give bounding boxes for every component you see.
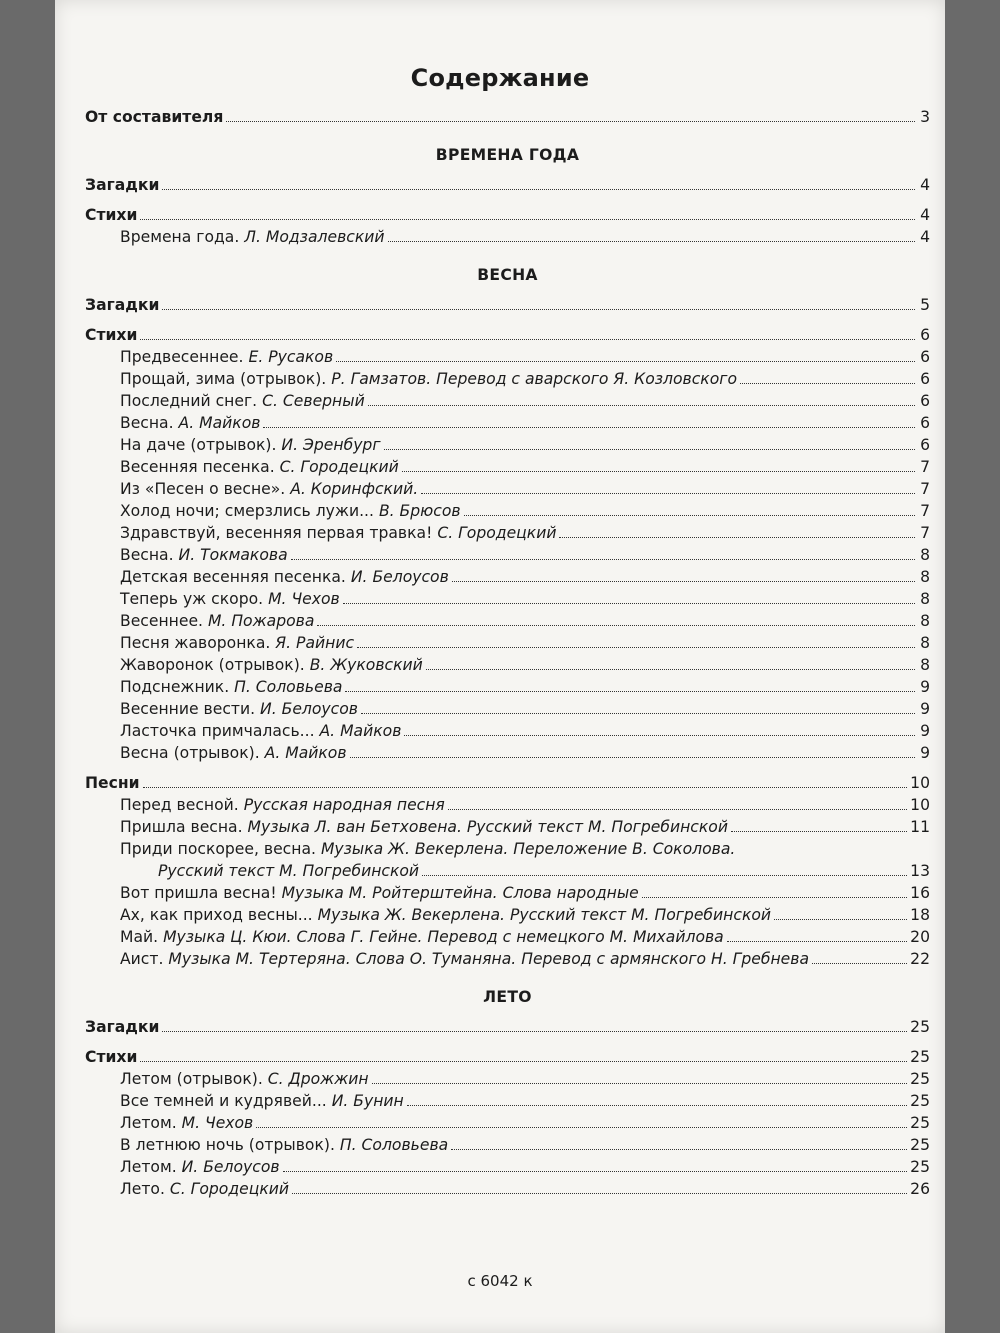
toc-page-number: 8: [920, 656, 930, 674]
toc-entry-author: А. Майков: [178, 414, 261, 432]
dot-leader: [162, 189, 915, 190]
toc-entry: [85, 1090, 930, 1112]
toc-entry-text: [120, 226, 385, 248]
toc-page-number: 7: [920, 458, 930, 476]
toc-entry: [85, 226, 930, 248]
dot-leader: [426, 669, 915, 670]
toc-entry-author: М. Пожарова: [207, 612, 315, 630]
toc-entry-title: Пришла весна.: [120, 818, 243, 836]
toc-page-number: 25: [910, 1048, 930, 1066]
dot-leader: [451, 1149, 907, 1150]
toc-entry-author: И. Белоусов: [260, 700, 358, 718]
toc-group-entry: [85, 174, 930, 196]
toc-entry-title: Весенняя песенка.: [120, 458, 275, 476]
dot-leader: [226, 121, 915, 122]
toc-entry: [85, 1134, 930, 1156]
toc-page-number: 8: [920, 612, 930, 630]
toc-entry: [85, 838, 930, 860]
toc-page-number: 25: [910, 1114, 930, 1132]
dot-leader: [642, 897, 907, 898]
toc-entry-author: М. Чехов: [181, 1114, 254, 1132]
dot-leader: [256, 1127, 907, 1128]
toc-intro-entry: [85, 106, 930, 128]
toc-entry: [85, 412, 930, 434]
dot-leader: [774, 919, 907, 920]
toc-entry-title: Предвесеннее.: [120, 348, 244, 366]
toc-entry-author: Русская народная песня: [243, 796, 445, 814]
toc-page-number: 25: [910, 1136, 930, 1154]
toc-page-number: 10: [910, 774, 930, 792]
spacer: [85, 764, 930, 772]
toc-entry-title: Перед весной.: [120, 796, 239, 814]
toc-group-label: Песни: [85, 774, 140, 792]
toc-entry-title: Май.: [120, 928, 159, 946]
toc-entry: [85, 882, 930, 904]
toc-entry-text: [120, 478, 418, 500]
spacer: [85, 128, 930, 136]
toc-entry-author: Е. Русаков: [248, 348, 334, 366]
toc-entry: [85, 904, 930, 926]
spacer: [85, 248, 930, 256]
toc-entry-text: [120, 368, 737, 390]
dot-leader: [422, 875, 907, 876]
toc-page-number: 7: [920, 524, 930, 542]
toc-entry: [85, 368, 930, 390]
toc-page-number: 9: [920, 678, 930, 696]
toc-entry: [85, 742, 930, 764]
toc-page-number: 16: [910, 884, 930, 902]
toc-entry-title: Все темней и кудрявей...: [120, 1092, 327, 1110]
toc-entry-title: Весеннее.: [120, 612, 203, 630]
toc-entry-text: [120, 390, 365, 412]
toc-entry-author: А. Майков: [319, 722, 402, 740]
page-title: Содержание: [410, 64, 590, 92]
toc-entry-text: [120, 522, 556, 544]
toc-entry: [85, 794, 930, 816]
toc-entry-title: В летнюю ночь (отрывок).: [120, 1136, 335, 1154]
toc-entry-text: [120, 610, 314, 632]
toc-group-entry: [85, 324, 930, 346]
toc-entry-author: А. Майков: [264, 744, 347, 762]
spacer: [85, 970, 930, 978]
toc-entry-continuation: Русский текст М. Погребинской: [158, 862, 420, 880]
toc-entry-author: И. Эренбург: [281, 436, 381, 454]
toc-entry-text: [120, 882, 639, 904]
dot-leader: [162, 309, 915, 310]
toc-entry-text: [120, 838, 735, 860]
dot-leader: [448, 809, 907, 810]
dot-leader: [283, 1171, 908, 1172]
toc-page-number: 4: [920, 206, 930, 224]
toc-group-label: Загадки: [85, 176, 160, 194]
dot-leader: [727, 941, 907, 942]
toc-entry-text: [120, 588, 340, 610]
toc-page-number: 3: [920, 108, 930, 126]
toc-page-number: 11: [910, 818, 930, 836]
toc-page-number: 13: [910, 862, 930, 880]
toc-entry-text: [120, 654, 423, 676]
toc-entry-title: Лето.: [120, 1180, 165, 1198]
toc-entry-text: [120, 904, 771, 926]
toc-entry-title: Прощай, зима (отрывок).: [120, 370, 327, 388]
toc-entry-text: [120, 500, 461, 522]
toc-entry-title: Летом.: [120, 1114, 177, 1132]
toc-entry-title: Времена года.: [120, 228, 240, 246]
dot-leader: [143, 787, 908, 788]
toc-entry-title: Холод ночи; смерзлись лужи...: [120, 502, 374, 520]
toc-entry: [85, 610, 930, 632]
toc-group-label: Стихи: [85, 1048, 138, 1066]
dot-leader: [140, 339, 915, 340]
toc-entry-title: Жаворонок (отрывок).: [120, 656, 305, 674]
toc-page-number: 6: [920, 414, 930, 432]
toc-entry: [85, 948, 930, 970]
toc-entry: [85, 522, 930, 544]
toc-page-number: 20: [910, 928, 930, 946]
print-code: с 6042 к: [467, 1272, 533, 1290]
toc-entry-title: Ласточка примчалась...: [120, 722, 315, 740]
toc-page-number: 6: [920, 436, 930, 454]
toc-entry-author: Музыка Ж. Векерлена. Переложение В. Соколова.: [320, 840, 736, 858]
toc-entry-author: П. Соловьева: [339, 1136, 449, 1154]
toc-group-label: Стихи: [85, 206, 138, 224]
toc-entry: [85, 456, 930, 478]
section-heading: ВЕСНА: [477, 266, 538, 284]
toc-entry-title: На даче (отрывок).: [120, 436, 277, 454]
toc-entry-author: Музыка М. Тертеряна. Слова О. Туманяна. Перевод с армянского Н. Гребнева: [168, 950, 810, 968]
toc-page-number: 8: [920, 546, 930, 564]
toc-entry-text: [120, 1112, 253, 1134]
toc-entry: [85, 566, 930, 588]
toc-page-number: 6: [920, 348, 930, 366]
toc-entry-title: Летом (отрывок).: [120, 1070, 263, 1088]
toc-entry-text: [120, 1156, 280, 1178]
dot-leader: [384, 449, 915, 450]
toc-entry-author: И. Бунин: [331, 1092, 404, 1110]
dot-leader: [357, 647, 915, 648]
toc-entry-title: Весна.: [120, 414, 174, 432]
toc-entry-title: Песня жаворонка.: [120, 634, 271, 652]
toc-entry-text: [120, 720, 401, 742]
toc-entry-author: Я. Райнис: [275, 634, 355, 652]
toc-entry-title: Подснежник.: [120, 678, 230, 696]
toc-entry-text: [120, 816, 728, 838]
dot-leader: [372, 1083, 908, 1084]
toc-entry-author: М. Чехов: [268, 590, 340, 608]
toc-page-number: 8: [920, 590, 930, 608]
dot-leader: [407, 1105, 907, 1106]
toc-entry-text: [120, 1068, 369, 1090]
toc-entry-text: [120, 1178, 289, 1200]
toc-entry-author: А. Коринфский.: [290, 480, 419, 498]
toc-entry-author: С. Дрожжин: [267, 1070, 369, 1088]
toc-page-number: 25: [910, 1070, 930, 1088]
dot-leader: [263, 427, 915, 428]
toc-entry-title: Вот пришла весна!: [120, 884, 277, 902]
spacer: [85, 1038, 930, 1046]
toc-entry-author: В. Брюсов: [378, 502, 461, 520]
dot-leader: [421, 493, 915, 494]
toc-entry: [85, 654, 930, 676]
toc-entry-text: [120, 742, 347, 764]
toc-entry-author: П. Соловьева: [234, 678, 343, 696]
dot-leader: [559, 537, 915, 538]
toc-page-number: 4: [920, 228, 930, 246]
toc-page-number: 10: [910, 796, 930, 814]
toc-group-entry: [85, 1016, 930, 1038]
toc-page-number: 6: [920, 370, 930, 388]
toc-group-label: Загадки: [85, 1018, 160, 1036]
toc-entry: [85, 816, 930, 838]
toc-page-number: 9: [920, 700, 930, 718]
toc-page-number: 9: [920, 722, 930, 740]
toc-entry: [85, 1156, 930, 1178]
toc-entry-author: С. Городецкий: [169, 1180, 290, 1198]
dot-leader: [291, 559, 915, 560]
toc-entry-author: И. Белоусов: [181, 1158, 280, 1176]
toc-entry: [85, 1068, 930, 1090]
table-of-contents: [85, 106, 930, 1200]
toc-entry-author: Музыка Л. ван Бетховена. Русский текст М. Погребинской: [247, 818, 728, 836]
toc-entry-author: Музыка Ж. Векерлена. Русский текст М. Погребинской: [317, 906, 772, 924]
toc-entry-text: [120, 544, 288, 566]
toc-entry: [85, 1178, 930, 1200]
dot-leader: [731, 831, 907, 832]
toc-entry: [85, 632, 930, 654]
toc-group-entry: [85, 294, 930, 316]
toc-entry-text: [120, 456, 399, 478]
toc-page-number: 6: [920, 326, 930, 344]
toc-entry: [85, 434, 930, 456]
toc-entry-text: [120, 698, 358, 720]
toc-entry-title: Весна (отрывок).: [120, 744, 260, 762]
book-page: [55, 0, 945, 1333]
toc-page-number: 4: [920, 176, 930, 194]
toc-group-label: Стихи: [85, 326, 138, 344]
toc-page-number: 25: [910, 1092, 930, 1110]
toc-entry: [85, 500, 930, 522]
dot-leader: [452, 581, 915, 582]
dot-leader: [404, 735, 915, 736]
toc-entry: [85, 390, 930, 412]
dot-leader: [812, 963, 907, 964]
toc-entry-text: [120, 948, 809, 970]
toc-entry: [85, 676, 930, 698]
toc-entry: [85, 588, 930, 610]
toc-page-number: 9: [920, 744, 930, 762]
toc-entry-author: И. Белоусов: [350, 568, 449, 586]
toc-entry-author: Музыка Ц. Кюи. Слова Г. Гейне. Перевод с немецкого М. Михайлова: [163, 928, 724, 946]
toc-entry-continued: [85, 860, 930, 882]
toc-entry: [85, 720, 930, 742]
toc-entry: [85, 346, 930, 368]
dot-leader: [464, 515, 915, 516]
section-heading: ВРЕМЕНА ГОДА: [435, 146, 580, 164]
toc-entry-text: [120, 346, 333, 368]
toc-entry-title: Аист.: [120, 950, 164, 968]
toc-entry: [85, 478, 930, 500]
dot-leader: [402, 471, 915, 472]
toc-page-number: 5: [920, 296, 930, 314]
toc-entry-text: [120, 794, 445, 816]
spacer: [85, 196, 930, 204]
toc-entry-title: Детская весенняя песенка.: [120, 568, 346, 586]
toc-page-number: 25: [910, 1158, 930, 1176]
toc-entry-author: С. Северный: [262, 392, 365, 410]
toc-entry: [85, 544, 930, 566]
toc-entry: [85, 926, 930, 948]
toc-entry: [85, 1112, 930, 1134]
toc-page-number: 26: [910, 1180, 930, 1198]
toc-entry-title: Весенние вести.: [120, 700, 256, 718]
toc-entry: [85, 698, 930, 720]
dot-leader: [350, 757, 915, 758]
toc-entry-text: [120, 926, 724, 948]
toc-entry-author: Р. Гамзатов. Перевод с аварского Я. Козловского: [331, 370, 737, 388]
toc-entry-text: [120, 566, 449, 588]
toc-entry-title: Летом.: [120, 1158, 177, 1176]
toc-page-number: 7: [920, 502, 930, 520]
toc-group-entry: [85, 1046, 930, 1068]
toc-entry-text: [120, 434, 381, 456]
toc-entry-author: И. Токмакова: [178, 546, 288, 564]
toc-entry-text: [120, 1134, 448, 1156]
toc-entry-author: Л. Модзалевский: [244, 228, 385, 246]
toc-entry-title: Весна.: [120, 546, 174, 564]
toc-entry-title: Из «Песен о весне».: [120, 480, 286, 498]
toc-entry-label: От составителя: [85, 108, 224, 126]
toc-entry-author: Музыка М. Ройтерштейна. Слова народные: [281, 884, 639, 902]
dot-leader: [388, 241, 915, 242]
toc-entry-text: [120, 1090, 404, 1112]
toc-page-number: 8: [920, 568, 930, 586]
dot-leader: [343, 603, 915, 604]
toc-page-number: 25: [910, 1018, 930, 1036]
dot-leader: [336, 361, 915, 362]
toc-entry-text: [120, 412, 260, 434]
toc-entry-title: Теперь уж скоро.: [120, 590, 264, 608]
toc-entry-author: С. Городецкий: [279, 458, 399, 476]
spacer: [85, 316, 930, 324]
toc-group-entry: [85, 204, 930, 226]
dot-leader: [345, 691, 915, 692]
toc-page-number: 6: [920, 392, 930, 410]
dot-leader: [368, 405, 915, 406]
toc-entry-text: [120, 632, 354, 654]
toc-entry-title: Приди поскорее, весна.: [120, 840, 316, 858]
toc-entry-author: В. Жуковский: [309, 656, 423, 674]
toc-entry-author: С. Городецкий: [437, 524, 557, 542]
dot-leader: [140, 219, 915, 220]
toc-entry-text: [120, 676, 342, 698]
toc-entry-title: Последний снег.: [120, 392, 258, 410]
toc-page-number: 22: [910, 950, 930, 968]
toc-group-label: Загадки: [85, 296, 160, 314]
dot-leader: [292, 1193, 907, 1194]
dot-leader: [317, 625, 915, 626]
toc-page-number: 7: [920, 480, 930, 498]
toc-entry-title: Здравствуй, весенняя первая травка!: [120, 524, 433, 542]
dot-leader: [361, 713, 915, 714]
dot-leader: [162, 1031, 907, 1032]
dot-leader: [140, 1061, 907, 1062]
toc-page-number: 8: [920, 634, 930, 652]
toc-group-entry: [85, 772, 930, 794]
dot-leader: [740, 383, 915, 384]
toc-page-number: 18: [910, 906, 930, 924]
section-heading: ЛЕТО: [483, 988, 532, 1006]
toc-entry-title: Ах, как приход весны...: [120, 906, 313, 924]
